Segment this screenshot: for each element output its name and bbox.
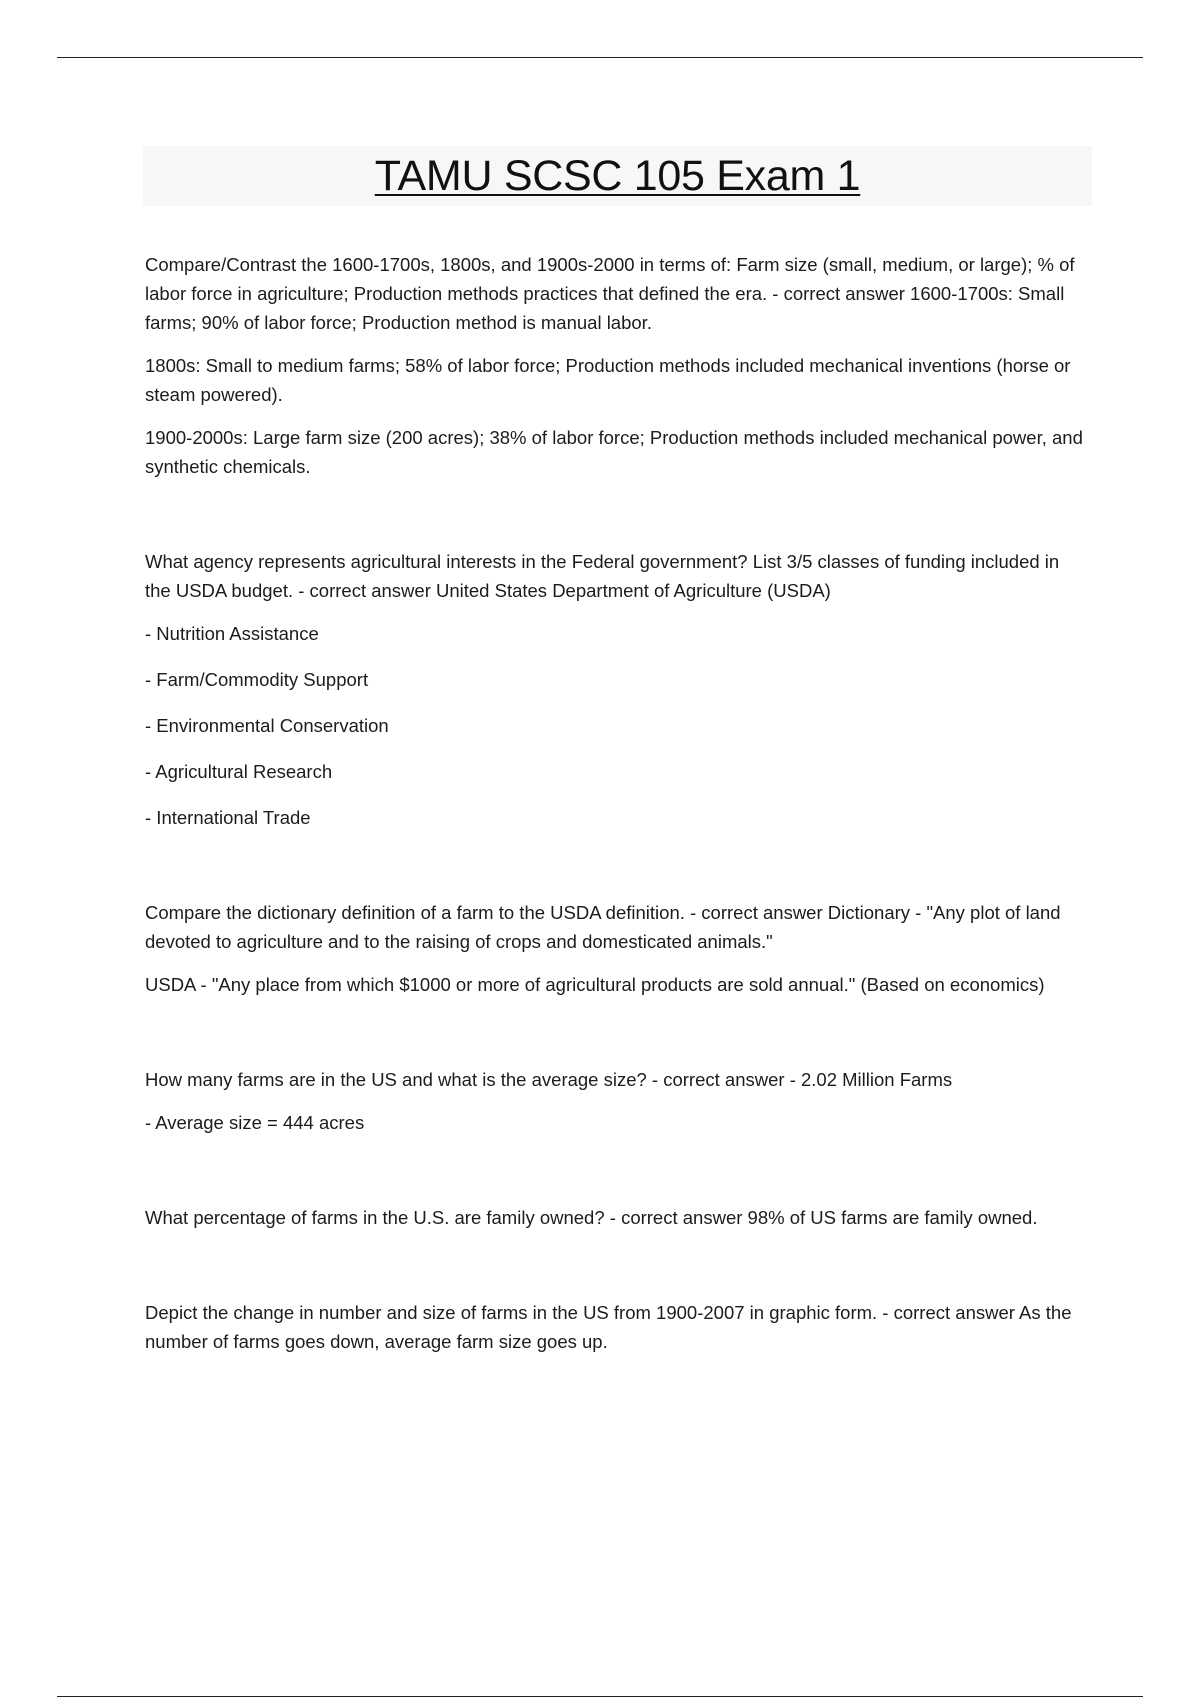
list-item: - Environmental Conservation <box>145 715 389 736</box>
list-item: - Agricultural Research <box>145 761 333 782</box>
answer-line: 1900-2000s: Large farm size (200 acres); 38% of labor force; Production methods included mechanical power, and synthetic chemicals. <box>145 427 1083 477</box>
document-title: TAMU SCSC 105 Exam 1 <box>374 152 861 200</box>
answer-line: - Average size = 444 acres <box>145 1112 365 1133</box>
title-banner <box>143 146 1092 206</box>
qa-block-2 <box>145 547 1085 832</box>
question-text: What percentage of farms in the U.S. are family owned? - correct answer 98% of US farms are family owned. <box>145 1207 1038 1228</box>
question-text: Depict the change in number and size of farms in the US from 1900-2007 in graphic form. - correct answer As the number of farms goes down, average farm size goes up. <box>145 1302 1072 1352</box>
top-rule <box>57 57 1143 58</box>
list-item: - Nutrition Assistance <box>145 623 319 644</box>
qa-block-5 <box>145 1203 1085 1232</box>
bottom-rule <box>57 1696 1143 1697</box>
list-item: - International Trade <box>145 807 311 828</box>
qa-block-1 <box>145 250 1085 481</box>
qa-block-3 <box>145 898 1085 999</box>
document-body <box>145 250 1085 1422</box>
list-item: - Farm/Commodity Support <box>145 669 369 690</box>
qa-block-4 <box>145 1065 1085 1137</box>
answer-line: 1800s: Small to medium farms; 58% of labor force; Production methods included mechanical inventions (horse or steam powered). <box>145 355 1071 405</box>
answer-line: USDA - "Any place from which $1000 or more of agricultural products are sold annual." (Based on economics) <box>145 974 1045 995</box>
question-text: Compare the dictionary definition of a farm to the USDA definition. - correct answer Dictionary - "Any plot of land devoted to agriculture and to the raising of crops and domesticated animals." <box>145 902 1061 952</box>
question-text: Compare/Contrast the 1600-1700s, 1800s, and 1900s-2000 in terms of: Farm size (small, medium, or large); % of labor force in agriculture; Production methods practices that defined the era. - correct answer 1600-1700s: Small farms; 90% of labor force; Production method is manual labor. <box>145 254 1075 333</box>
question-text: What agency represents agricultural interests in the Federal government? List 3/5 classes of funding included in the USDA budget. - correct answer United States Department of Agriculture (USDA) <box>145 551 1060 601</box>
question-text: How many farms are in the US and what is the average size? - correct answer - 2.02 Million Farms <box>145 1069 953 1090</box>
qa-block-6 <box>145 1298 1085 1356</box>
